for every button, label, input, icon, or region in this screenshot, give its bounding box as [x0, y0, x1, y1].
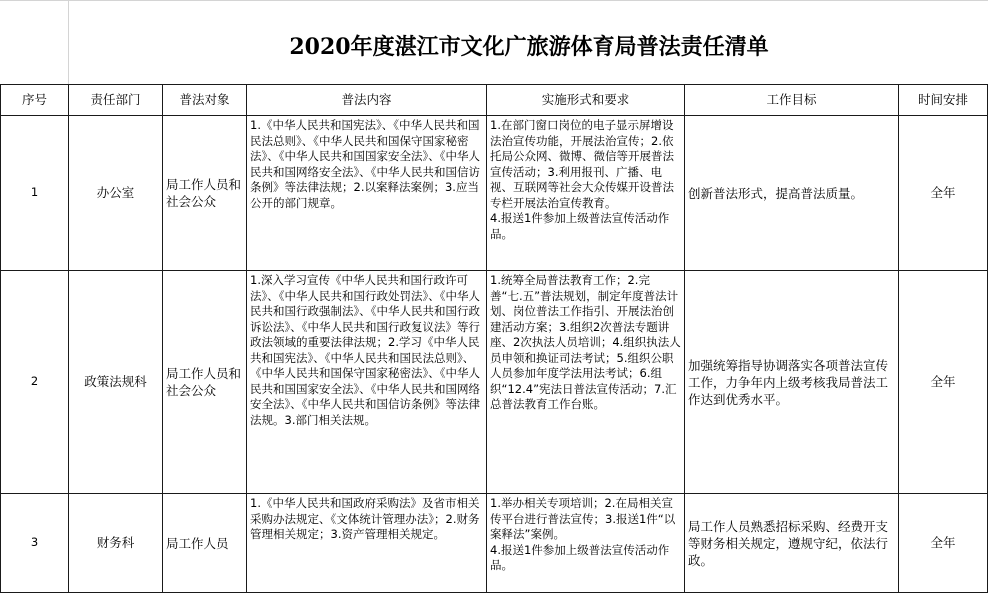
cell-no[interactable]: 1 — [1, 116, 69, 271]
table-row — [1, 271, 988, 494]
cell-time[interactable]: 全年 — [899, 116, 988, 271]
header-goal[interactable]: 工作目标 — [685, 85, 899, 116]
form-text: 1.举办相关专项培训；2.在局相关宣传平台进行普法宣传；3.报送1件“以案释法”案例。 — [490, 496, 676, 541]
cell-content[interactable]: 1.《中华人民共和国政府采购法》及省市相关采购办法规定、《文体统计管理办法》；2.财务管理相关规定；3.资产管理相关规定。 — [247, 494, 487, 593]
responsibility-table — [0, 84, 988, 593]
cell-goal[interactable]: 加强统筹指导协调落实各项普法宣传工作，力争年内上级考核我局普法工作达到优秀水平。 — [685, 271, 899, 494]
header-time[interactable]: 时间安排 — [899, 85, 988, 116]
document-title: 2020年度湛江市文化广旅游体育局普法责任清单 — [289, 34, 769, 60]
form-extra-text: 4.报送1件参加上级普法宣传活动作品。 — [490, 211, 670, 241]
cell-content[interactable]: 1.深入学习宣传《中华人民共和国行政许可法》、《中华人民共和国行政处罚法》、《中华人民共和国行政强制法》、《中华人民共和国行政诉讼法》、《中华人民共和国行政复议法》等行政法领域的重要法律法规；2.学习《中华人民共和国宪法》、《中华人民共和国民法总则》、《中华人民共和国保守国家秘密法》、《中华人民共和国国家安全法》、《中华人民共和国网络安全法》、《中华人民共和国信访条例》等法律法规。3.部门相关法规。 — [247, 271, 487, 494]
cell-no[interactable]: 3 — [1, 494, 69, 593]
cell-content[interactable]: 1.《中华人民共和国宪法》、《中华人民共和国民法总则》、《中华人民共和国保守国家秘密法》、《中华人民共和国国家安全法》、《中华人民共和国网络安全法》、《中华人民共和国信访条例》等法律法规；2.以案释法案例；3.应当公开的部门规章。 — [247, 116, 487, 271]
header-no[interactable]: 序号 — [1, 85, 69, 116]
form-text: 1.在部门窗口岗位的电子显示屏增设法治宣传功能，开展法治宣传；2.依托局公众网、微博、微信等开展普法宣传活动；3.利用报刊、广播、电视、互联网等社会大众传媒开设普法专栏开展法治宣传教育。 — [490, 118, 674, 210]
table-row — [1, 116, 988, 271]
form-text: 1.统筹全局普法教育工作；2.完善“七.五”普法规划，制定年度普法计划、岗位普法工作指引、开展法治创建活动方案；3.组织2次普法专题讲座、2次执法人员培训；4.组织执法人员申领和换证司法考试；5.组织公职人员参加年度学法用法考试；6.组织“12.4”宪法日普法宣传活动；7.汇总普法教育工作台账。 — [490, 273, 681, 411]
cell-form[interactable] — [487, 271, 685, 494]
header-target[interactable]: 普法对象 — [163, 85, 247, 116]
cell-target[interactable]: 局工作人员和社会公众 — [163, 271, 247, 494]
header-row — [1, 85, 988, 116]
header-dept[interactable]: 责任部门 — [69, 85, 163, 116]
cell-time[interactable]: 全年 — [899, 271, 988, 494]
header-form[interactable]: 实施形式和要求 — [487, 85, 685, 116]
cell-dept[interactable]: 办公室 — [69, 116, 163, 271]
cell-dept[interactable]: 财务科 — [69, 494, 163, 593]
cell-no[interactable]: 2 — [1, 271, 69, 494]
table-row — [1, 494, 988, 593]
cell-form[interactable] — [487, 494, 685, 593]
gridline — [0, 0, 988, 1]
cell-goal[interactable]: 局工作人员熟悉招标采购、经费开支等财务相关规定，遵规守纪，依法行政。 — [685, 494, 899, 593]
cell-dept[interactable]: 政策法规科 — [69, 271, 163, 494]
header-content[interactable]: 普法内容 — [247, 85, 487, 116]
form-extra-text: 4.报送1件参加上级普法宣传活动作品。 — [490, 542, 670, 572]
cell-goal[interactable]: 创新普法形式，提高普法质量。 — [685, 116, 899, 271]
cell-target[interactable]: 局工作人员和社会公众 — [163, 116, 247, 271]
cell-form[interactable] — [487, 116, 685, 271]
cell-target[interactable]: 局工作人员 — [163, 494, 247, 593]
gridline — [68, 0, 69, 84]
cell-time[interactable]: 全年 — [899, 494, 988, 593]
